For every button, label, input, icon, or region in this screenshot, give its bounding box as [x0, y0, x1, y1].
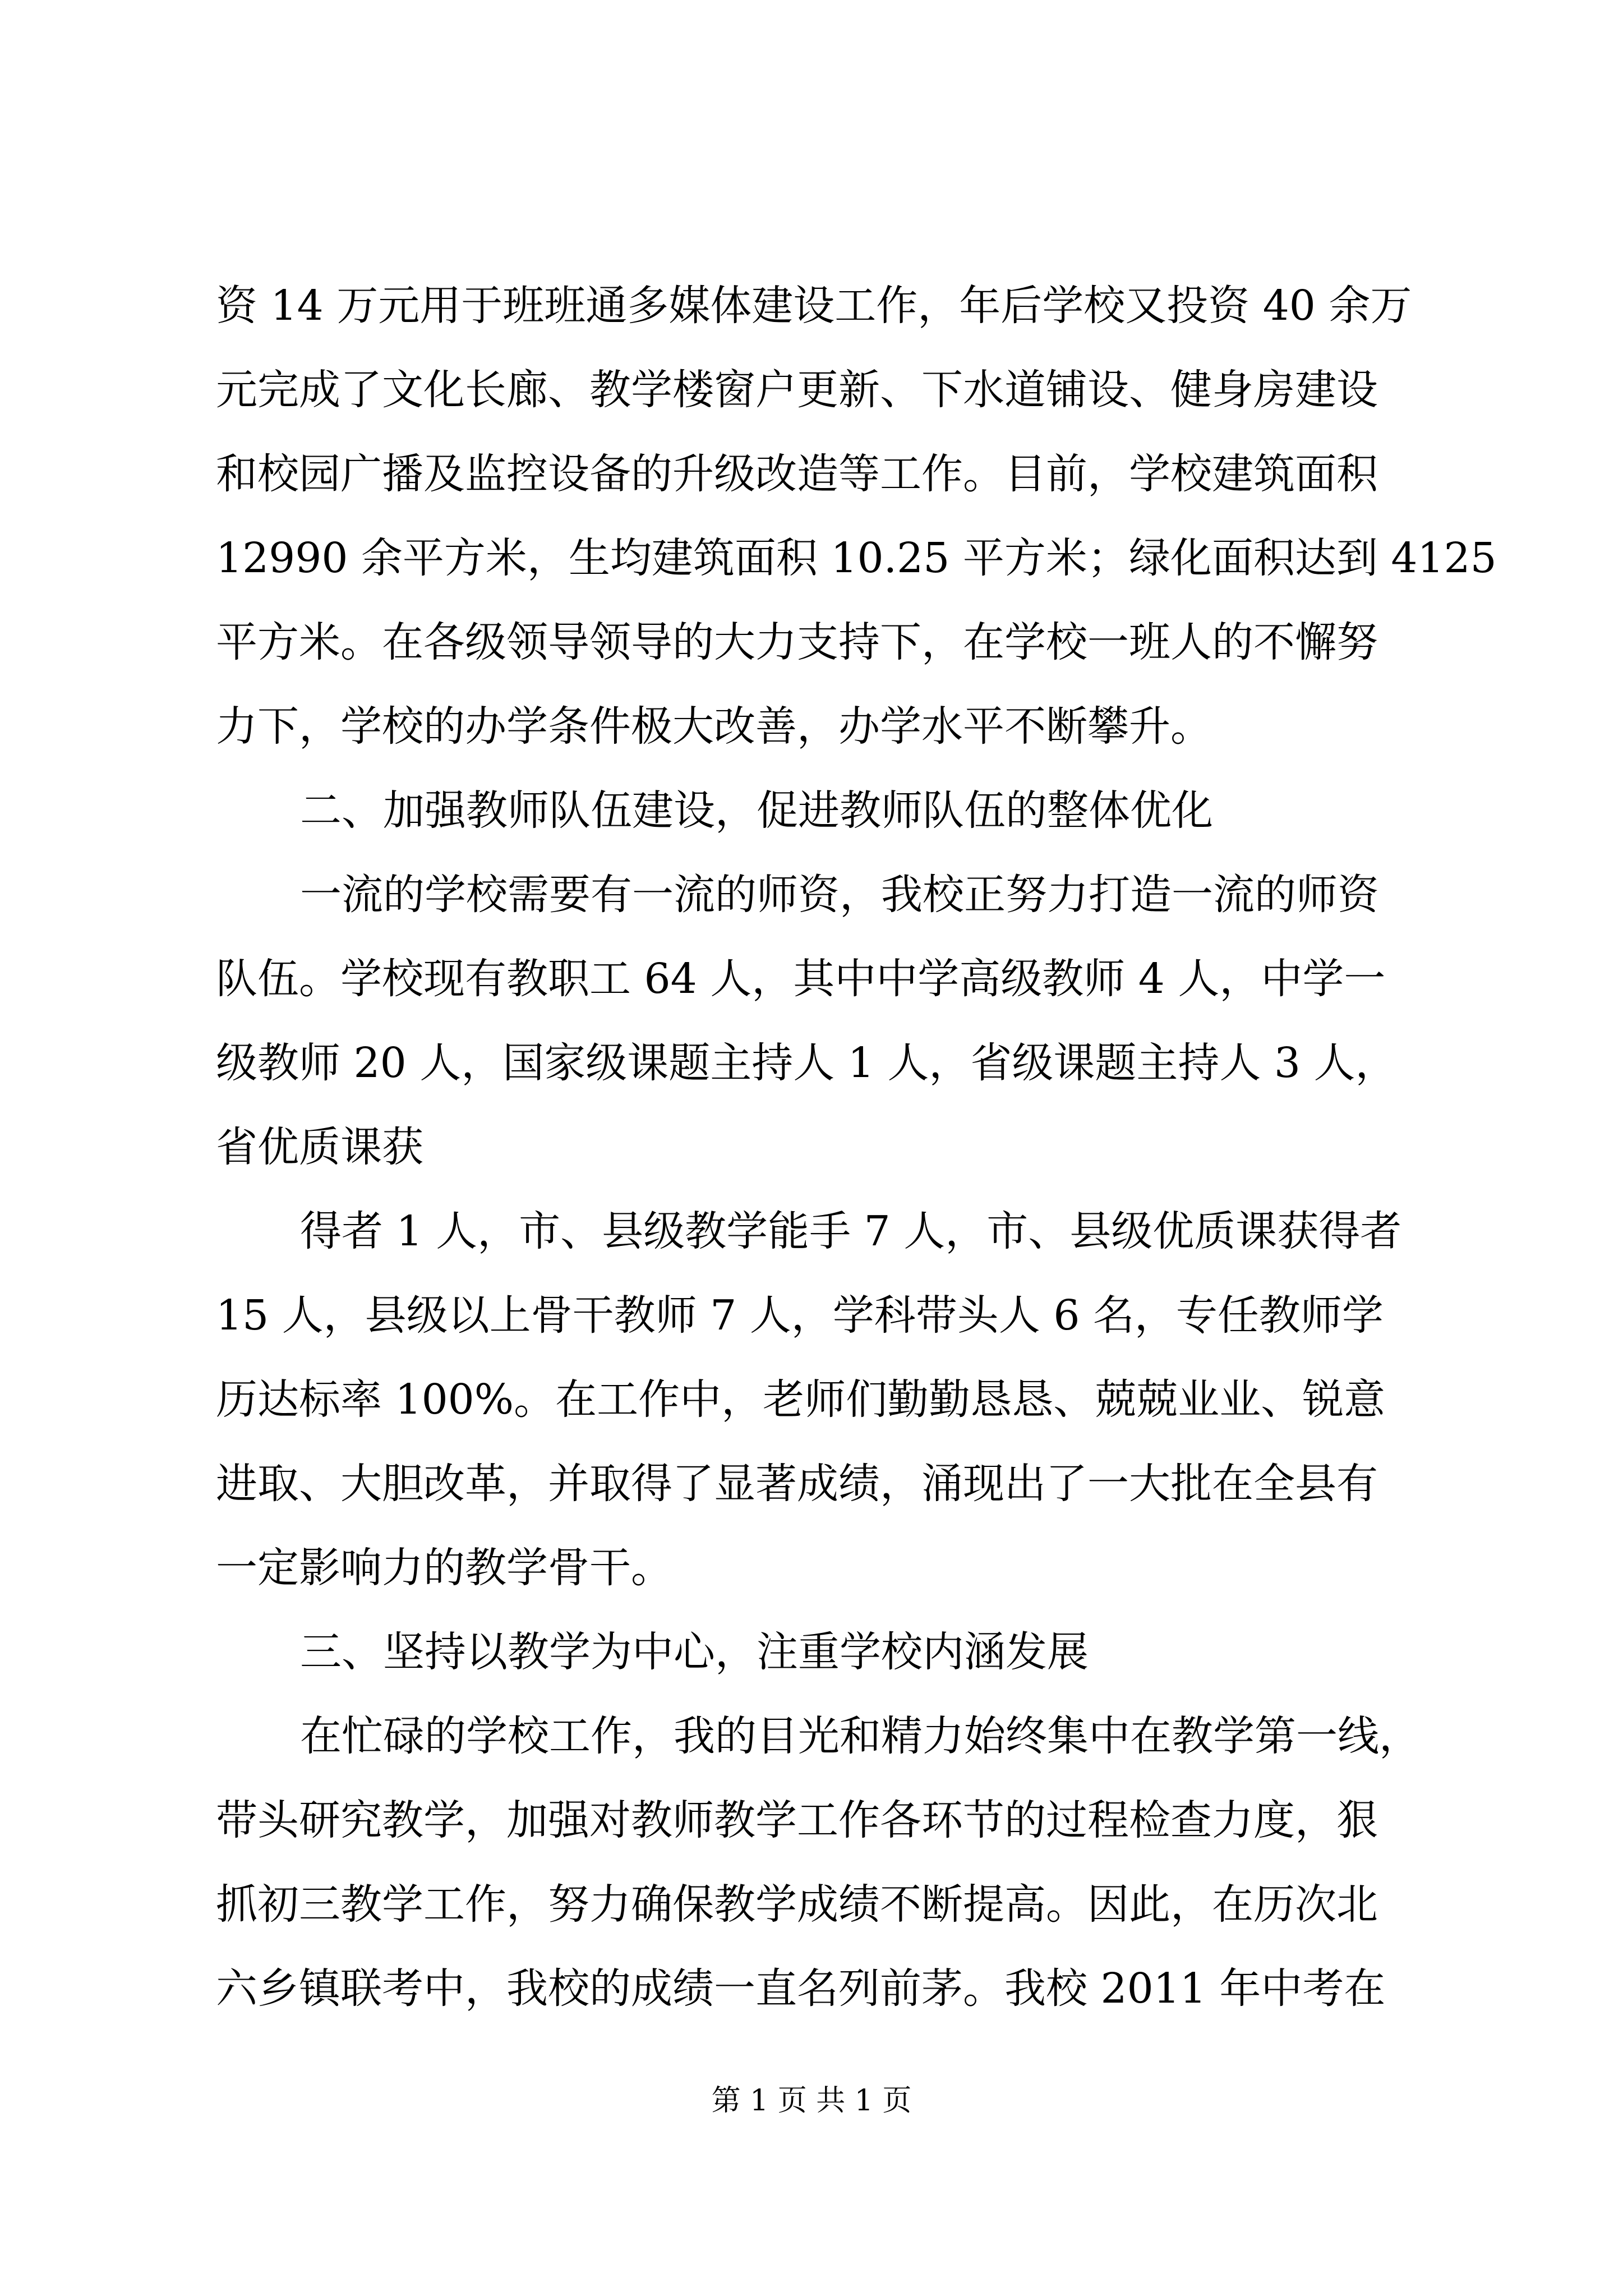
page-number-footer: 第 1 页 共 1 页: [711, 2084, 912, 2118]
text-line-8: 一流的学校需要有一流的师资，我校正努力打造一流的师资: [300, 871, 1379, 919]
text-line-11: 省优质课获: [216, 1123, 423, 1171]
text-line-12: 得者 1 人，市、县级教学能手 7 人，市、县级优质课获得者: [300, 1207, 1402, 1255]
text-line-15: 进取、大胆改革，并取得了显著成绩，涌现出了一大批在全县有: [216, 1460, 1378, 1508]
text-line-1: 资 14 万元用于班班通多媒体建设工作，年后学校又投资 40 余万: [216, 282, 1412, 330]
text-line-16: 一定影响力的教学骨干。: [216, 1544, 672, 1592]
text-line-3: 和校园广播及监控设备的升级改造等工作。目前，学校建筑面积: [216, 450, 1378, 498]
text-line-14: 历达标率 100%。在工作中，老师们勤勤恳恳、兢兢业业、锐意: [216, 1375, 1386, 1424]
text-line-20: 抓初三教学工作，努力确保教学成绩不断提高。因此，在历次北: [216, 1880, 1378, 1929]
text-line-18: 在忙碌的学校工作，我的目光和精力始终集中在教学第一线，: [300, 1712, 1421, 1760]
text-line-10: 级教师 20 人，国家级课题主持人 1 人，省级课题主持人 3 人，: [216, 1039, 1397, 1087]
text-line-5: 平方米。在各级领导领导的大力支持下，在学校一班人的不懈努: [216, 618, 1378, 666]
text-line-13: 15 人，县级以上骨干教师 7 人，学科带头人 6 名，专任教师学: [216, 1291, 1384, 1340]
text-line-6: 力下，学校的办学条件极大改善，办学水平不断攀升。: [216, 702, 1212, 751]
text-line-21: 六乡镇联考中，我校的成绩一直名列前茅。我校 2011 年中考在: [216, 1964, 1386, 2013]
text-line-19: 带头研究教学，加强对教师教学工作各环节的过程检查力度，狠: [216, 1796, 1378, 1844]
text-line-9: 队伍。学校现有教职工 64 人，其中中学高级教师 4 人，中学一: [216, 955, 1386, 1003]
section-heading-3: 三、坚持以教学为中心，注重学校内涵发展: [300, 1628, 1089, 1676]
section-heading-2: 二、加强教师队伍建设，促进教师队伍的整体优化: [300, 786, 1213, 835]
text-line-2: 元完成了文化长廊、教学楼窗户更新、下水道铺设、健身房建设: [216, 366, 1378, 414]
text-line-4: 12990 余平方米，生均建筑面积 10.25 平方米；绿化面积达到 4125: [216, 534, 1497, 582]
